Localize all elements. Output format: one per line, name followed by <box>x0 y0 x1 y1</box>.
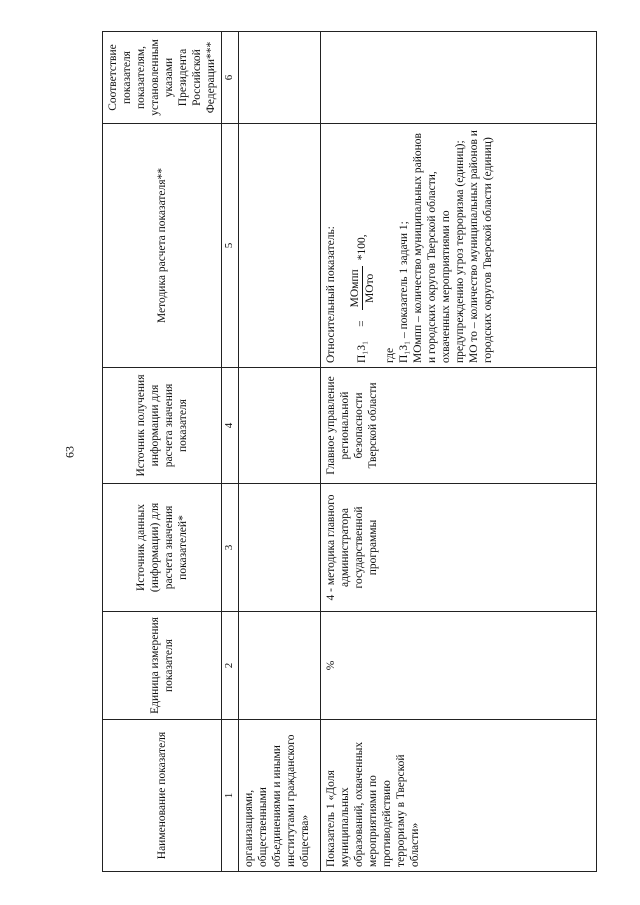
method-intro: Относительный показатель: <box>324 226 337 363</box>
header-correspondence: Соответствие показателя показателям, установленным указами Президента Российской Федерации*** <box>103 32 222 124</box>
header-unit: Единица измерения показателя <box>103 612 222 720</box>
column-number: 6 <box>222 32 238 124</box>
indicator-method-cell <box>320 124 596 368</box>
column-number: 5 <box>222 124 238 368</box>
header-indicator-name: Наименование показателя <box>103 720 222 872</box>
formula-denominator: МОто <box>363 273 376 303</box>
formula-fraction <box>348 266 377 310</box>
rotated-table-container <box>102 32 597 872</box>
empty-cell <box>238 124 320 368</box>
method-definition-3: МО то – количество муниципальных районов и городских округов Тверской области (единиц) <box>467 130 494 363</box>
empty-cell <box>238 32 320 124</box>
formula-numerator: МОмпп <box>348 266 363 310</box>
indicator-row <box>320 32 596 872</box>
page-number: 63 <box>62 446 77 458</box>
header-method: Методика расчета показателя** <box>103 124 222 368</box>
column-number-row <box>222 32 238 872</box>
column-number: 1 <box>222 720 238 872</box>
header-info-source: Источник получения информации для расчета значения показателя <box>103 368 222 484</box>
method-definition-1: П₁З₁ – показатель 1 задачи 1; <box>397 221 410 363</box>
method-formula <box>348 128 377 363</box>
header-data-source: Источник данных (информации) для расчета значения показателей* <box>103 484 222 612</box>
table-header-row <box>103 32 222 872</box>
method-where: где <box>383 347 396 363</box>
indicator-data-source-cell: 4 - методика главного администратора государственной программы <box>320 484 596 612</box>
indicator-table <box>102 31 597 872</box>
continuation-row <box>238 32 320 872</box>
empty-cell <box>238 484 320 612</box>
indicator-unit-cell: % <box>320 612 596 720</box>
indicator-info-source-cell: Главное управление региональной безопасности Тверской области <box>320 368 596 484</box>
empty-cell <box>238 368 320 484</box>
method-definition-2: МОмпп – количество муниципальных районов и городских округов Тверской области, охваченных мероприятиями по предупреждению угроз терроризма (единиц); <box>411 133 466 363</box>
indicator-correspondence-cell <box>320 32 596 124</box>
formula-equals: = <box>356 320 369 327</box>
column-number: 3 <box>222 484 238 612</box>
indicator-name-cell: Показатель 1 «Доля муниципальных образований, охваченных мероприятиями по противодействию терроризму в Тверской области» <box>320 720 596 872</box>
empty-cell <box>238 612 320 720</box>
column-number: 2 <box>222 612 238 720</box>
column-number: 4 <box>222 368 238 484</box>
formula-lhs: П₁З₁ <box>356 340 369 363</box>
continuation-name-cell: организациями, общественными объединениями и иными институтами гражданского общества» <box>238 720 320 872</box>
formula-multiplier: *100, <box>356 234 369 261</box>
